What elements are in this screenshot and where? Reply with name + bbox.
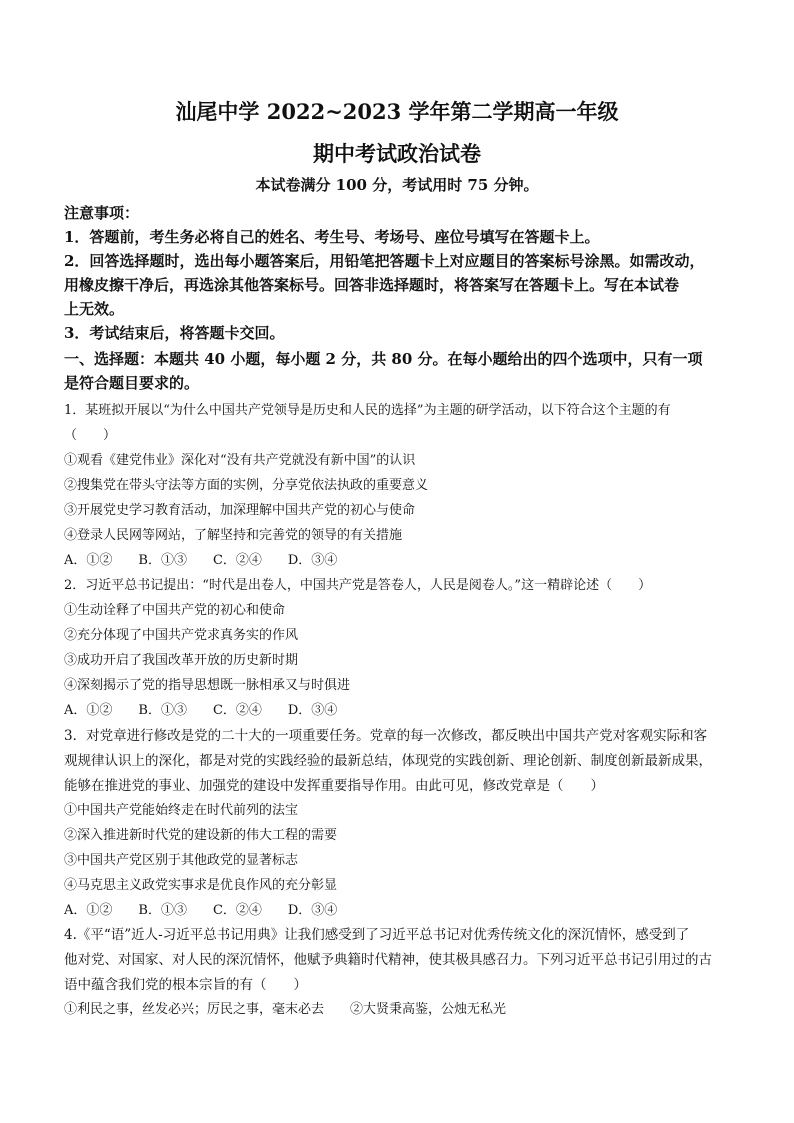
question-2-option: ①生动诠释了中国共产党的初心和使命 xyxy=(64,603,286,618)
exam-subtitle: 本试卷满分 100 分，考试用时 75 分钟。 xyxy=(255,176,539,194)
question-2-stem: 2．习近平总书记提出：“时代是出卷人，中国共产党是答卷人，人民是阅卷人。”这一精辟论述（ ） xyxy=(64,578,652,593)
question-1-stem: （ ） xyxy=(64,428,117,443)
notice-line: 1．答题前，考生务必将自己的姓名、考生号、考场号、座位号填写在答题卡上。 xyxy=(64,228,600,246)
question-3-stem: 3．对党章进行修改是党的二十大的一项重要任务。党章的每一次修改，都反映出中国共产党对客观实际和客 xyxy=(64,728,708,744)
question-1-choices: A．①② B．①③ C．②④ D．③④ xyxy=(64,553,338,568)
question-4-option: ①利民之事，丝发必兴；厉民之事，毫末必去 ②大贤秉高鉴，公烛无私光 xyxy=(64,1002,507,1017)
question-1-option: ④登录人民网等网站，了解坚持和完善党的领导的有关措施 xyxy=(64,528,403,543)
question-3-option: ①中国共产党能始终走在时代前列的法宝 xyxy=(64,803,299,818)
question-2-option: ④深刻揭示了党的指导思想既一脉相承又与时俱进 xyxy=(64,678,351,693)
question-3-option: ④马克思主义政党实事求是优良作风的充分彰显 xyxy=(64,878,338,893)
section-heading: 一、选择题：本题共 40 小题，每小题 2 分，共 80 分。在每小题给出的四个选项中，只有一项 xyxy=(64,350,703,368)
question-3-choices: A．①② B．①③ C．②④ D．③④ xyxy=(64,903,338,918)
question-4-stem: 4.《平“语”近人-习近平总书记用典》让我们感受到了习近平总书记对优秀传统文化的深沉情怀，感受到了 xyxy=(64,927,690,943)
question-2-option: ②充分体现了中国共产党求真务实的作风 xyxy=(64,628,299,643)
question-1-option: ①观看《建党伟业》深化对“没有共产党就没有新中国”的认识 xyxy=(64,453,416,468)
question-2-choices: A．①② B．①③ C．②④ D．③④ xyxy=(64,703,338,718)
question-1-option: ③开展党史学习教育活动，加深理解中国共产党的初心与使命 xyxy=(64,503,416,518)
question-4-stem: 语中蕴含我们党的根本宗旨的有（ ） xyxy=(64,977,307,993)
exam-title-line1: 汕尾中学 2022~2023 学年第二学期高一年级 xyxy=(175,99,619,124)
question-1-option: ②搜集党在带头守法等方面的实例，分享党依法执政的重要意义 xyxy=(64,478,429,493)
exam-title-line2: 期中考试政治试卷 xyxy=(313,141,481,166)
question-3-option: ③中国共产党区别于其他政党的显著标志 xyxy=(64,853,299,868)
notice-line: 上无效。 xyxy=(64,300,125,318)
section-heading: 是符合题目要求的。 xyxy=(64,374,200,392)
question-1-stem: 1．某班拟开展以“为什么中国共产党领导是历史和人民的选择”为主题的研学活动，以下符合这个主题的有 xyxy=(64,403,671,418)
notice-line: 2．回答选择题时，选出每小题答案后，用铅笔把答题卡上对应题目的答案标号涂黑。如需改动， xyxy=(64,252,705,270)
question-4-stem: 他对党、对国家、对人民的深沉情怀，他赋予典籍时代精神，使其极具感召力。下列习近平总书记引用过的古 xyxy=(64,952,712,968)
notice-heading: 注意事项： xyxy=(64,204,140,222)
notice-line: 用橡皮擦干净后，再选涂其他答案标号。回答非选择题时，将答案写在答题卡上。写在本试卷 xyxy=(64,276,680,294)
notice-line: 3．考试结束后，将答题卡交回。 xyxy=(64,324,285,342)
question-2-option: ③成功开启了我国改革开放的历史新时期 xyxy=(64,653,299,668)
question-3-stem: 观规律认识上的深化，都是对党的实践经验的最新总结，体现党的实践创新、理论创新、制度创新最新成果， xyxy=(64,753,712,769)
question-3-stem: 能够在推进党的事业、加强党的建设中发挥重要指导作用。由此可见，修改党章是（ ） xyxy=(64,778,604,794)
question-3-option: ②深入推进新时代党的建设新的伟大工程的需要 xyxy=(64,828,338,843)
